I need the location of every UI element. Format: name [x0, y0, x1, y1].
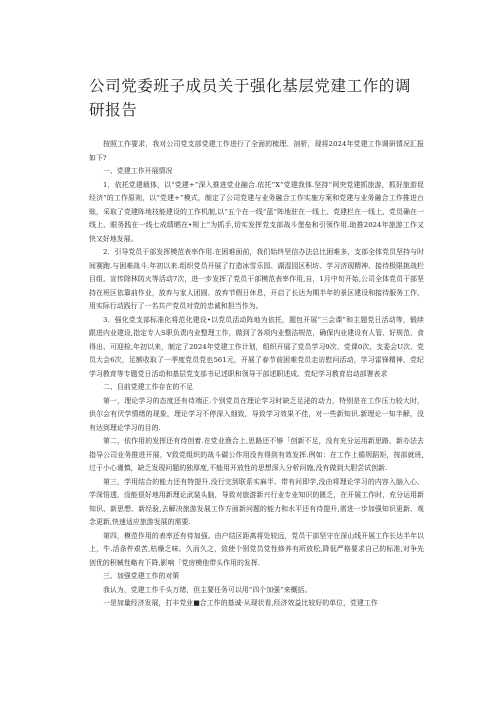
section-heading-3: 三、加强党建工作的对策 — [103, 572, 180, 580]
paragraph-shortcoming-2: 第二，依作用的发挥还有待创着.在党业渔合上,思路还不够「创新不足，没有充分运用新思路、新办法去指导公司业务推进开展，V致党组织的战斗碳公作用没有得到有效发挥.例如：在工作上循规蹈矩，按部就班,过于小心谨慎，缺乏发现问题的独厚度,不能用开放性的思想深入分析问施,没有做到大胆尝试创新. — [89, 437, 424, 472]
section-heading-2: 二、目前党建工作存在的不足 — [103, 383, 194, 391]
report-title: 公司党委班子成员关于强化基层党建工作的调研报告 — [89, 77, 412, 119]
paragraph-shortcoming-1: 第一，理论学习的态度还有待端正.个别党员在理论学习时缺乏足泌的动力，特别是在工作压力较大时，供尔会有厌学情绪的现象，理论学习不停深入细致，导致学习效果不佳，对一些新知识.新理论一知半解，没有达到理论学习的目的. — [89, 396, 424, 432]
paragraph-intro: 按照工作要求，我对公司党支部党建工作进行了全面的梳理、剖析，现将2024年党建工作调研情况汇报如下? — [89, 140, 424, 162]
section-heading-1: 一、党建工作开展情况 — [103, 167, 173, 175]
paragraph-1: 1．依托党建载体，以“党建+”深入推进党业融合.依托“X”党建我体.坚持“网突党建抓旅游，抓好旅游促经济”的工作原则，以“党建+”模式，制定了公司党建与业务融合工作实施方案和党建与业务融合工作推进台账，采取了党建阵地技能建设的工作机制,以“五个在一线”蓝“阵地驻在一线上、党建栏在一线上、党员确在一线上、眼务践在一线七成绩晒在•规上”为抓手,切实发挥党支部战斗堡垒和引领作用.助推2024年旅游工作又快又好地发展。 — [89, 180, 424, 243]
paragraph-shortcoming-3: 第三，学用结合的能力还有特提升.没行完到联系实麻半、带有问即学,没由将理论学习的内容入脑入心、学深悟透，没能很好地用新理论武装头脑，导致对旅游新兴行业专业知识的匮乏，在开展工作时，充分运用新知识、新思想、新经验,去解决旅游发展工作方面新问题的能力和水平还有待提升,需进一步加强知识更新、观念更新,快速适应旅游发展的需要. — [89, 477, 424, 526]
paragraph-3: 3．强化党支部标准化将范化建设•以党员活动阵地为依托，题包开展“三会课”和主题党日活动等，锻续跟进内业建设,指定专人S职负责内业整理工作，做到了各项内业整洁规范，确保内业建设有人管、好规范、食得出、可迎检,年初以来，制定了2024年党建工作计划，组织开展了党员学习9次、党课0次、支委会U次、党员大会6次，足额收取了一季度党员党也561元，开展了春节前困难党员走访慰问活动，学习雷锋精神、党纪学习教育等专题党日活动和基层党支部书记述职和领导干部述职述成、党纪学习教育启动部署表求 — [89, 315, 424, 378]
paragraph-shortcoming-4: 第四，模范作用的表率还有待加强。由户结区距离将处较远，党员干部坚守在深山线开展工作长达半年以上，牛.活条件艰苦,枯燥乏味。久而久之，致使个别党员党性修养有所放松,降低严格要求自己的标准,对争先创优的积械性略有下降,影响「党房模他带头作用的发挥. — [89, 531, 424, 567]
paragraph-2: 2．引导党员干部发挥模范表率作用.在困难面前，我们始终坚信办法总比困难多，支部全体党员坚持与时间赛跑.与困难战斗.年初以来.组织党员开展了打造冰雪乐园、湖湿园区积坊、学习济现精神、接待极限挑战栏目组、宣传除林防火等活动7次，进一步发挥了党员干部模范表率作用,自，1月中旬开始,公司全体党员干部坚持在班区依靠前作业，放弃与家人团圆、放弃节假日休息，开启了长达为期半年的景区建设和接待服务工作，用实际行动践行了一名共产党员对党的忠诚和担当作为。 — [89, 248, 424, 310]
paragraph-countermeasure-1: 一是加量经济发展，打丰党业■合工作的基诚·从现状看,经济效益比较好的单位，党建工作 — [103, 599, 378, 607]
paragraph-countermeasure-intro: 我认为，党建工作千头万绪，但主要任务可以用“四个加强”来概括。 — [103, 585, 312, 594]
